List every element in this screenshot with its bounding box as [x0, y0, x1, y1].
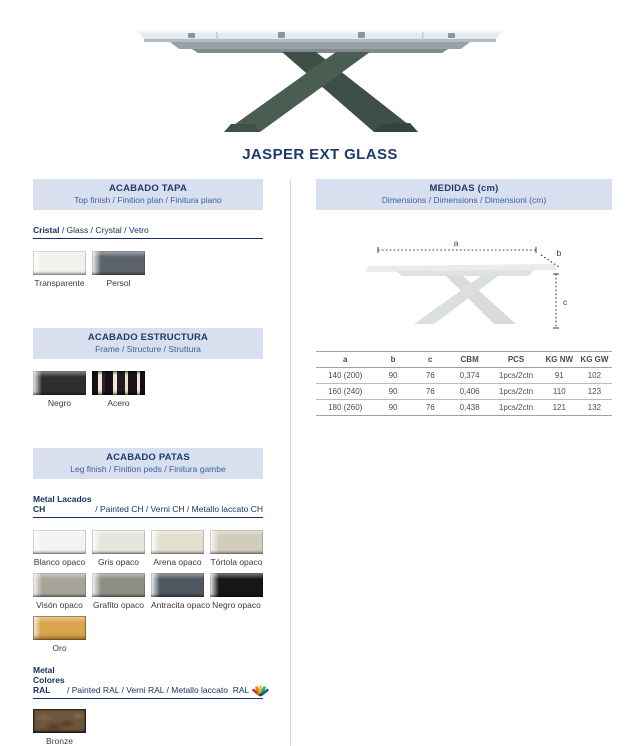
- color-fan-icon: [253, 684, 268, 697]
- group-label-rest: / Glass / Crystal / Vetro: [59, 225, 149, 235]
- table-cell: 132: [577, 400, 612, 416]
- dimensions-table: [316, 351, 612, 416]
- column-header: c: [412, 352, 449, 368]
- swatch-gris-opaco: [92, 530, 145, 567]
- table-row: [316, 384, 612, 400]
- patas-ch-swatch-row: [33, 530, 263, 653]
- swatch-label: Acero: [107, 398, 130, 408]
- patas-ral-swatch-row: [33, 709, 263, 746]
- table-cell: 1pcs/2ctn: [490, 384, 541, 400]
- product-photo-illustration: [130, 6, 510, 136]
- section-subtitle: Leg finish / Finition peds / Finitura gambe: [70, 464, 226, 474]
- swatch-antracita-opaco: [151, 573, 211, 610]
- table-cell: 91: [542, 368, 577, 384]
- table-cell: 140 (200): [316, 368, 374, 384]
- section-acabado-estructura: [33, 328, 263, 408]
- swatch-chip: [33, 573, 86, 597]
- swatch-label: Bronze: [46, 736, 73, 746]
- swatch-blanco-opaco: [33, 530, 86, 567]
- table-cell: 121: [542, 400, 577, 416]
- table-cell: 102: [577, 368, 612, 384]
- swatch-grafito-opaco: [92, 573, 145, 610]
- swatch-chip: [92, 251, 145, 275]
- column-header: CBM: [449, 352, 490, 368]
- acabado-patas-header: [33, 448, 263, 479]
- swatch-negro: [33, 371, 86, 408]
- swatch-label: Arena opaco: [153, 557, 202, 567]
- product-photo: [0, 0, 640, 138]
- swatch-chip: [33, 709, 86, 733]
- content-columns: [0, 179, 640, 746]
- swatch-label: Visón opaco: [36, 600, 83, 610]
- table-cell: 1pcs/2ctn: [490, 368, 541, 384]
- dimensions-column: [316, 179, 612, 416]
- table-header-row: [316, 352, 612, 368]
- swatch-label: Tórtola opaco: [210, 557, 263, 567]
- dim-label-b: b: [556, 248, 562, 258]
- swatch-chip: [151, 530, 204, 554]
- table-cell: 110: [542, 384, 577, 400]
- table-cell: 76: [412, 384, 449, 400]
- dim-label-a: a: [453, 238, 459, 248]
- group-label-rest: / Painted RAL / Verni RAL / Metallo laccato RAL: [64, 685, 250, 695]
- swatch-label: Grafito opaco: [92, 600, 145, 610]
- section-medidas: [316, 179, 612, 416]
- section-subtitle: Frame / Structure / Struttura: [95, 344, 201, 354]
- swatch-acero: [92, 371, 145, 408]
- column-divider: [290, 181, 291, 746]
- cristal-group-label: [33, 225, 263, 239]
- table-cell: 0,374: [449, 368, 490, 384]
- section-title: ACABADO ESTRUCTURA: [87, 332, 209, 343]
- swatch-label: Persol: [106, 278, 131, 288]
- section-title: MEDIDAS (cm): [429, 183, 499, 194]
- table-row: [316, 400, 612, 416]
- table-cell: 90: [374, 384, 411, 400]
- dimension-diagram-illustration: [316, 226, 612, 338]
- group-label-rest: / Painted CH / Verni CH / Metallo laccato CH: [92, 504, 263, 514]
- acabado-estructura-header: [33, 328, 263, 359]
- swatch-chip: [33, 251, 86, 275]
- product-title: JASPER EXT GLASS: [242, 146, 398, 163]
- section-subtitle: Dimensions / Dimensions / Dimensioni (cm): [381, 195, 547, 205]
- swatch-chip: [92, 573, 145, 597]
- swatch-chip: [33, 530, 86, 554]
- swatch-label: Blanco opaco: [33, 557, 86, 567]
- column-header: a: [316, 352, 374, 368]
- table-cell: 90: [374, 400, 411, 416]
- table-cell: 0,406: [449, 384, 490, 400]
- finishes-column: [33, 179, 263, 746]
- swatch-chip: [210, 530, 263, 554]
- acabado-tapa-header: [33, 179, 263, 210]
- swatch-chip: [33, 616, 86, 640]
- swatch-label: Antracita opaco: [151, 600, 211, 610]
- swatch-label: Negro opaco: [212, 600, 261, 610]
- swatch-chip: [33, 371, 86, 395]
- swatch-chip: [151, 573, 204, 597]
- table-cell: 76: [412, 400, 449, 416]
- table-cell: 160 (240): [316, 384, 374, 400]
- estructura-swatch-row: [33, 371, 263, 408]
- column-header: KG NW: [542, 352, 577, 368]
- table-cell: 123: [577, 384, 612, 400]
- swatch-oro: [33, 616, 86, 653]
- swatch-transparente: [33, 251, 86, 288]
- tapa-swatch-row: [33, 251, 263, 288]
- section-subtitle: Top finish / Finition plan / Finitura piano: [74, 195, 222, 205]
- metal-colores-ral-label: [33, 665, 263, 699]
- swatch-label: Negro: [47, 398, 72, 408]
- column-header: b: [374, 352, 411, 368]
- swatch-label: Transparente: [34, 278, 85, 288]
- column-header: KG GW: [577, 352, 612, 368]
- column-header: PCS: [490, 352, 541, 368]
- swatch-label: Gris opaco: [97, 557, 140, 567]
- table-cell: 90: [374, 368, 411, 384]
- table-cell: 1pcs/2ctn: [490, 400, 541, 416]
- swatch-visón-opaco: [33, 573, 86, 610]
- table-row: [316, 368, 612, 384]
- swatch-negro-opaco: [210, 573, 263, 610]
- swatch-arena-opaco: [151, 530, 204, 567]
- swatch-chip: [92, 371, 145, 395]
- table-cell: 180 (260): [316, 400, 374, 416]
- swatch-label: Oro: [52, 643, 67, 653]
- swatch-bronze: [33, 709, 86, 746]
- table-cell: 76: [412, 368, 449, 384]
- section-acabado-tapa: [33, 179, 263, 288]
- group-label-bold: Metal Colores RAL: [33, 665, 65, 695]
- dimension-diagram: [316, 226, 612, 343]
- section-acabado-patas: [33, 448, 263, 746]
- swatch-persol: [92, 251, 145, 288]
- section-title: ACABADO TAPA: [108, 183, 188, 194]
- metal-lacados-ch-label: [33, 494, 263, 518]
- swatch-tórtola-opaco: [210, 530, 263, 567]
- dim-label-c: c: [563, 297, 568, 307]
- swatch-chip: [92, 530, 145, 554]
- group-label-bold: Cristal: [33, 225, 60, 235]
- swatch-chip: [210, 573, 263, 597]
- medidas-header: [316, 179, 612, 210]
- group-label-bold: Metal Lacados CH: [33, 494, 92, 514]
- table-cell: 0,438: [449, 400, 490, 416]
- section-title: ACABADO PATAS: [106, 452, 190, 463]
